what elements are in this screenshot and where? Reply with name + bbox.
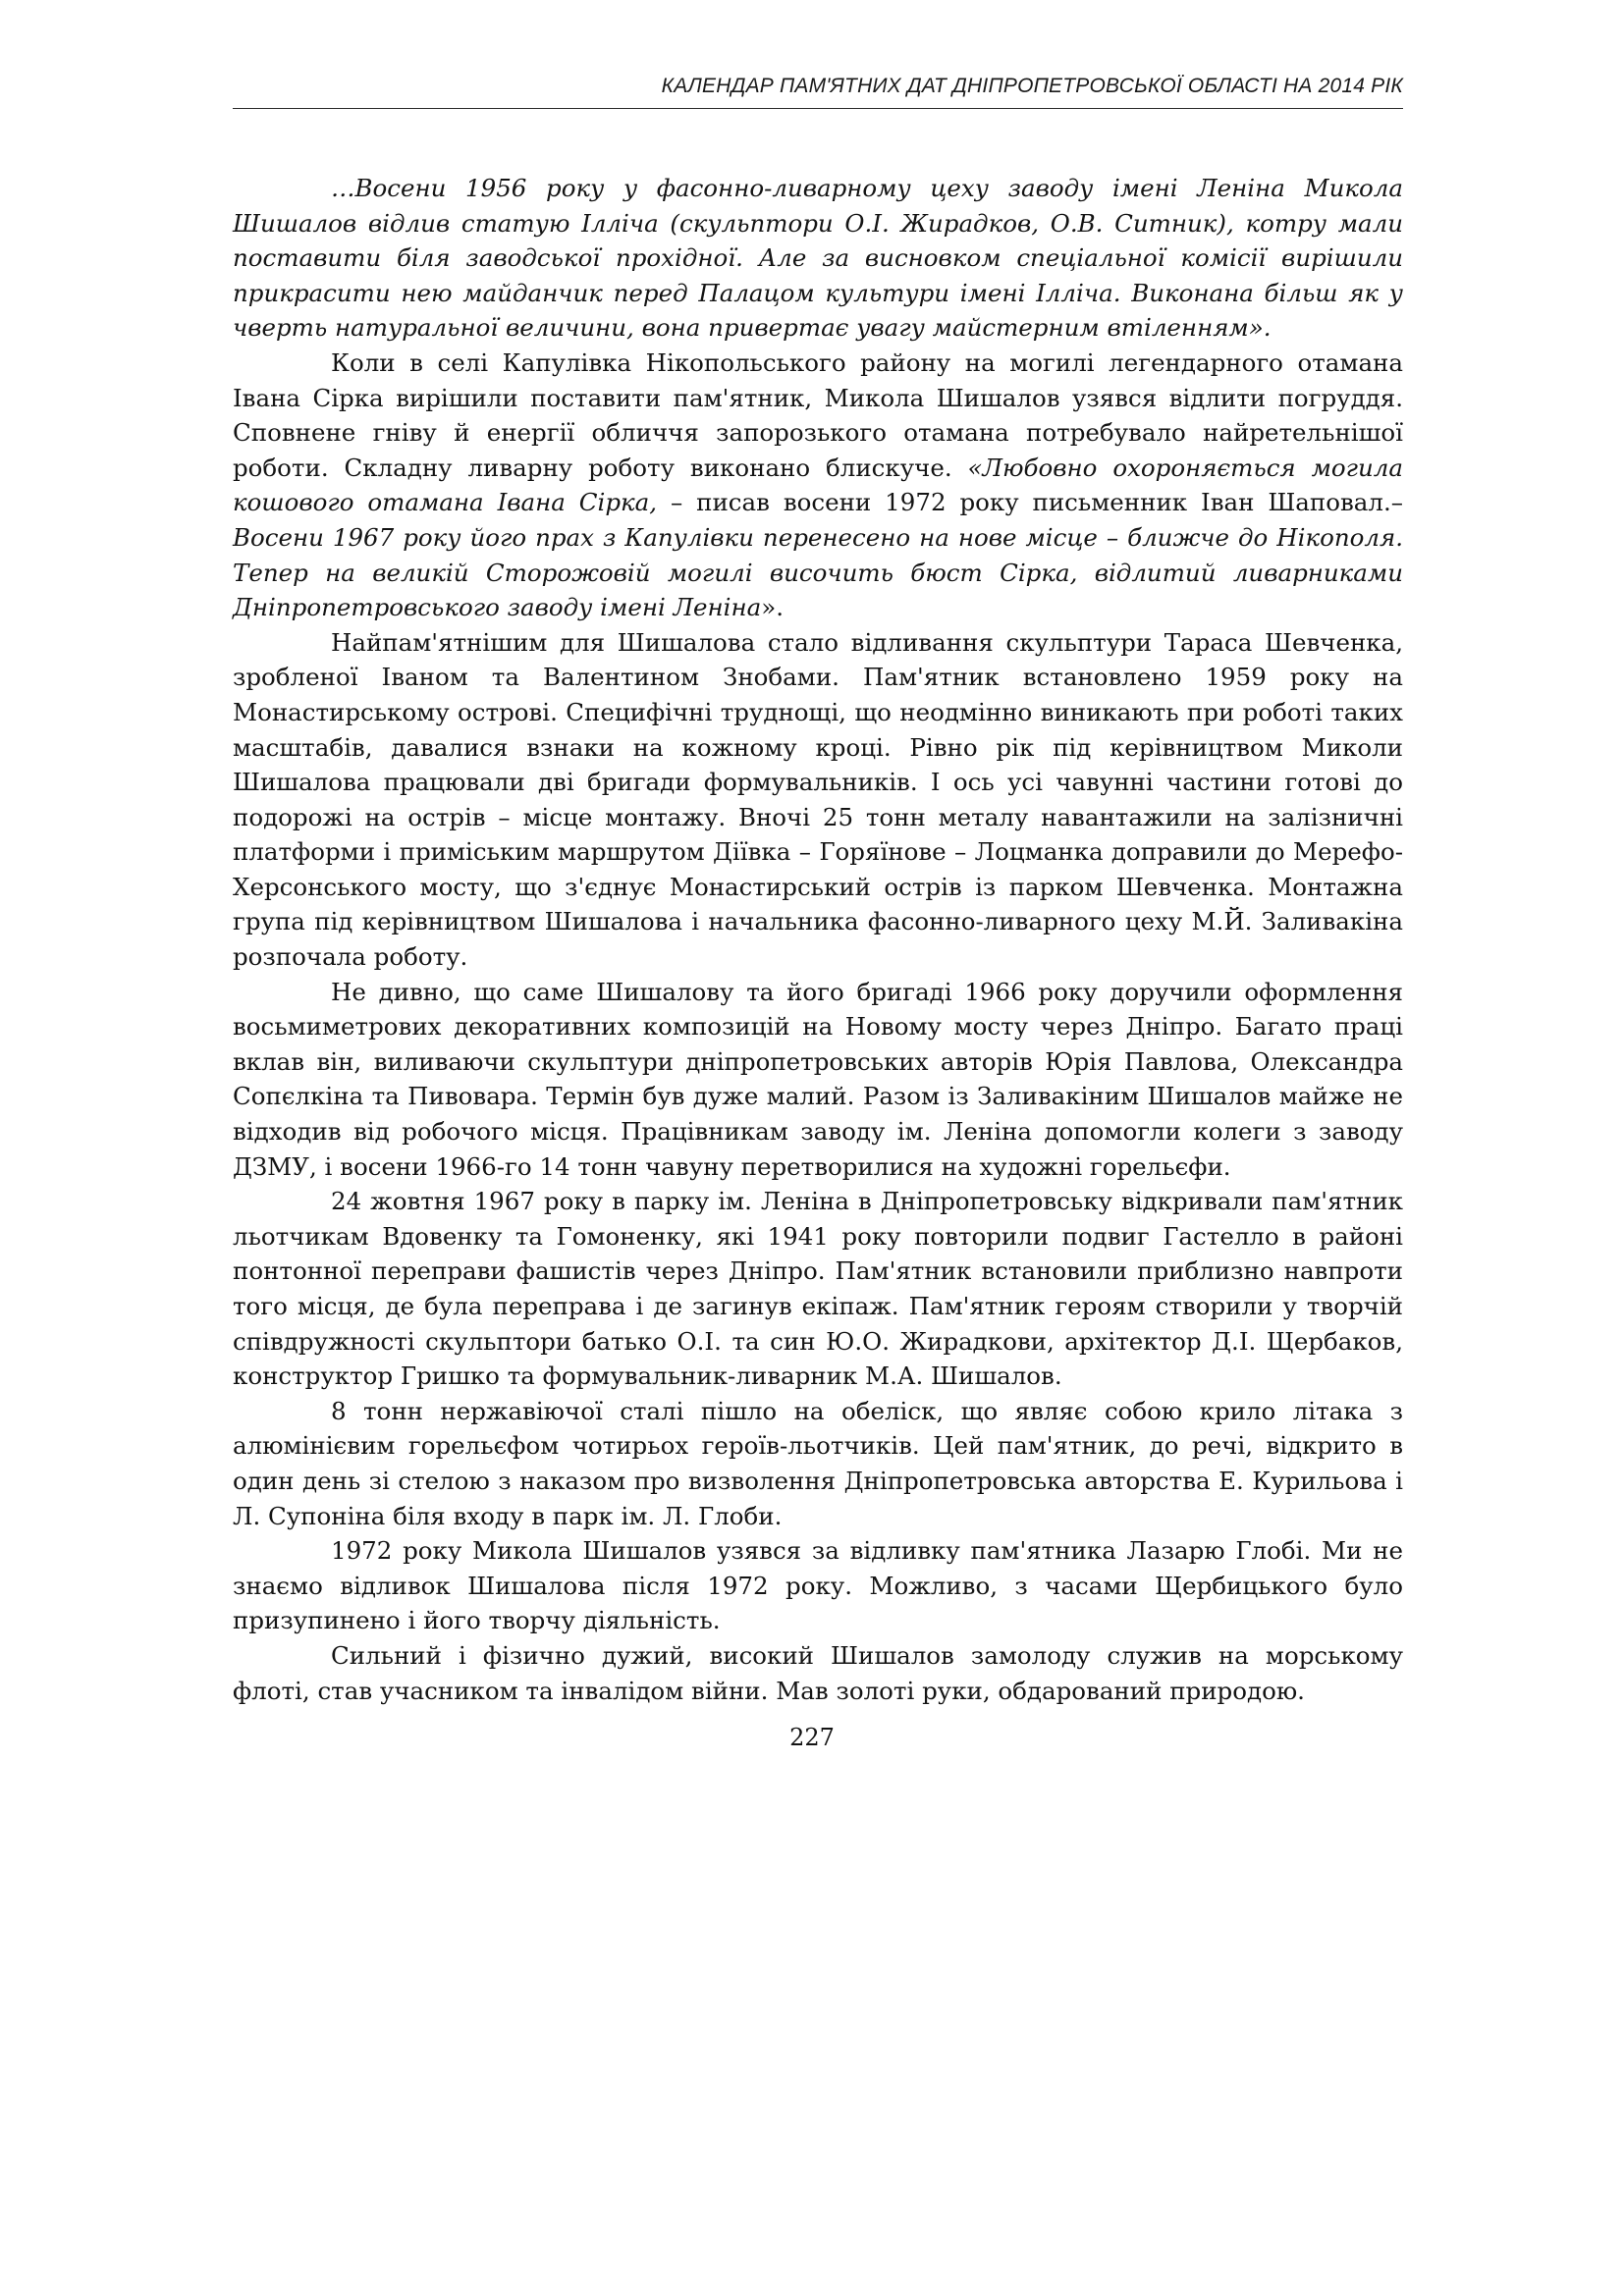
paragraph-text: Коли в селі Капулівка Нікопольського району на могилі легендарного отамана Івана Сірка вирішили поставити пам'ятник, Микола Шишалов узявся відлити погруддя. Сповнене гніву й енергії обличчя запорозького отамана потребувало найретельнішої роботи. Складну ливарну роботу виконано блискуче. xyxy=(233,347,1403,482)
running-header: КАЛЕНДАР ПАМ'ЯТНИХ ДАТ ДНІПРОПЕТРОВСЬКОЇ ОБЛАСТІ НА 2014 РІК xyxy=(661,75,1403,97)
page-number: 227 xyxy=(789,1724,835,1751)
paragraph-biography: Сильний і фізично дужий, високий Шишалов замолоду служив на морському флоті, став учасником та інвалідом війни. Мав золоті руки, обдарований природою. xyxy=(233,1640,1403,1705)
header-divider xyxy=(233,108,1403,109)
article-body xyxy=(233,171,1403,1708)
italic-quote: «Любовно охороняється могила кошового отамана Івана Сірка, xyxy=(233,453,1403,517)
paragraph-pilots-monument: 24 жовтня 1967 року в парку ім. Леніна в Дніпропетровську відкривали пам'ятник льотчикам Вдовенку та Гомоненку, які 1941 року повторили подвиг Гастелло в районі понтонної переправи фашистів через Дніпро. Пам'ятник встановили приблизно навпроти того місця, де була переправа і де загинув екіпаж. Пам'ятник героям створили у творчій співдружності скульптори батько О.І. та син Ю.О. Жирадкови, архітектор Д.І. Щербаков, конструктор Гришко та формувальник-ливарник М.А. Шишалов. xyxy=(233,1187,1403,1391)
paragraph-sirko-bust xyxy=(233,346,1403,625)
paragraph-globa-monument: 1972 року Микола Шишалов узявся за відливку пам'ятника Лазарю Глобі. Ми не знаємо відливок Шишалова після 1972 року. Можливо, з часами Щербицького було призупинено і його творчу діяльність. xyxy=(233,1536,1403,1635)
italic-quote: Восени 1967 року його прах з Капулівки перенесено на нове місце – ближче до Нікополя. Тепер на великій Сторожовій могилі височить бюст Сірка, відлитий ливарниками Дніпропетровського заводу імені Леніна xyxy=(233,522,1403,622)
paragraph-quote-lenin-statue xyxy=(233,171,1403,346)
paragraph-shevchenko-monument: Найпам'ятнішим для Шишалова стало відливання скульптури Тараса Шевченка, зробленої Іваном та Валентином Знобами. Пам'ятник встановлено 1959 року на Монастирському острові. Специфічні труднощі, що неодмінно виникають при роботі таких масштабів, давалися взнаки на кожному кроці. Рівно рік під керівництвом Миколи Шишалова працювали дві бригади формувальників. І ось усі чавунні частини готові до подорожі на острів – місце монтажу. Вночі 25 тонн металу навантажили на залізничні платформи і приміським маршрутом Діївка – Горяїнове – Лоцманка доправили до Мерефо-Херсонського мосту, що з'єднує Монастирський острів із парком Шевченка. Монтажна група під керівництвом Шишалова і начальника фасонно-ливарного цеху М.Й. Заливакіна розпочала роботу. xyxy=(233,627,1403,972)
paragraph-new-bridge: Не дивно, що саме Шишалову та його бригаді 1966 року доручили оформлення восьмиметрових декоративних композицій на Новому мосту через Дніпро. Багато праці вклав він, виливаючи скульптури дніпропетровських авторів Юрія Павлова, Олександра Сопєлкіна та Пивовара. Термін був дуже малий. Разом із Заливакіним Шишалов майже не відходив від робочого місця. Працівникам заводу ім. Леніна допомогли колеги з заводу ДЗМУ, і восени 1966-го 14 тонн чавуну перетворилися на художні горельєфи. xyxy=(233,977,1403,1181)
paragraph-text: – писав восени 1972 року письменник Іван Шаповал.– xyxy=(657,488,1403,517)
paragraph-obelisk: 8 тонн нержавіючої сталі пішло на обеліск, що являє собою крило літака з алюмінієвим горельєфом чотирьох героїв-льотчиків. Цей пам'ятник, до речі, відкрито в один день зі стелою з наказом про визволення Дніпропетровська авторства Е. Курильова і Л. Супоніна біля входу в парк ім. Л. Глоби. xyxy=(233,1396,1403,1530)
italic-quote: …Восени 1956 року у фасонно-ливарному цеху заводу імені Леніна Микола Шишалов відлив статую Ілліча (скульптори О.І. Жирадков, О.В. Ситник), котру мали поставити біля заводської прохідної. Але за висновком спеціальної комісії вирішили прикрасити нею майданчик перед Палацом культури імені Ілліча. Виконана більш як у чверть натуральної величини, вона привертає увагу майстерним втіленням». xyxy=(233,174,1403,343)
paragraph-text: ». xyxy=(761,593,785,622)
